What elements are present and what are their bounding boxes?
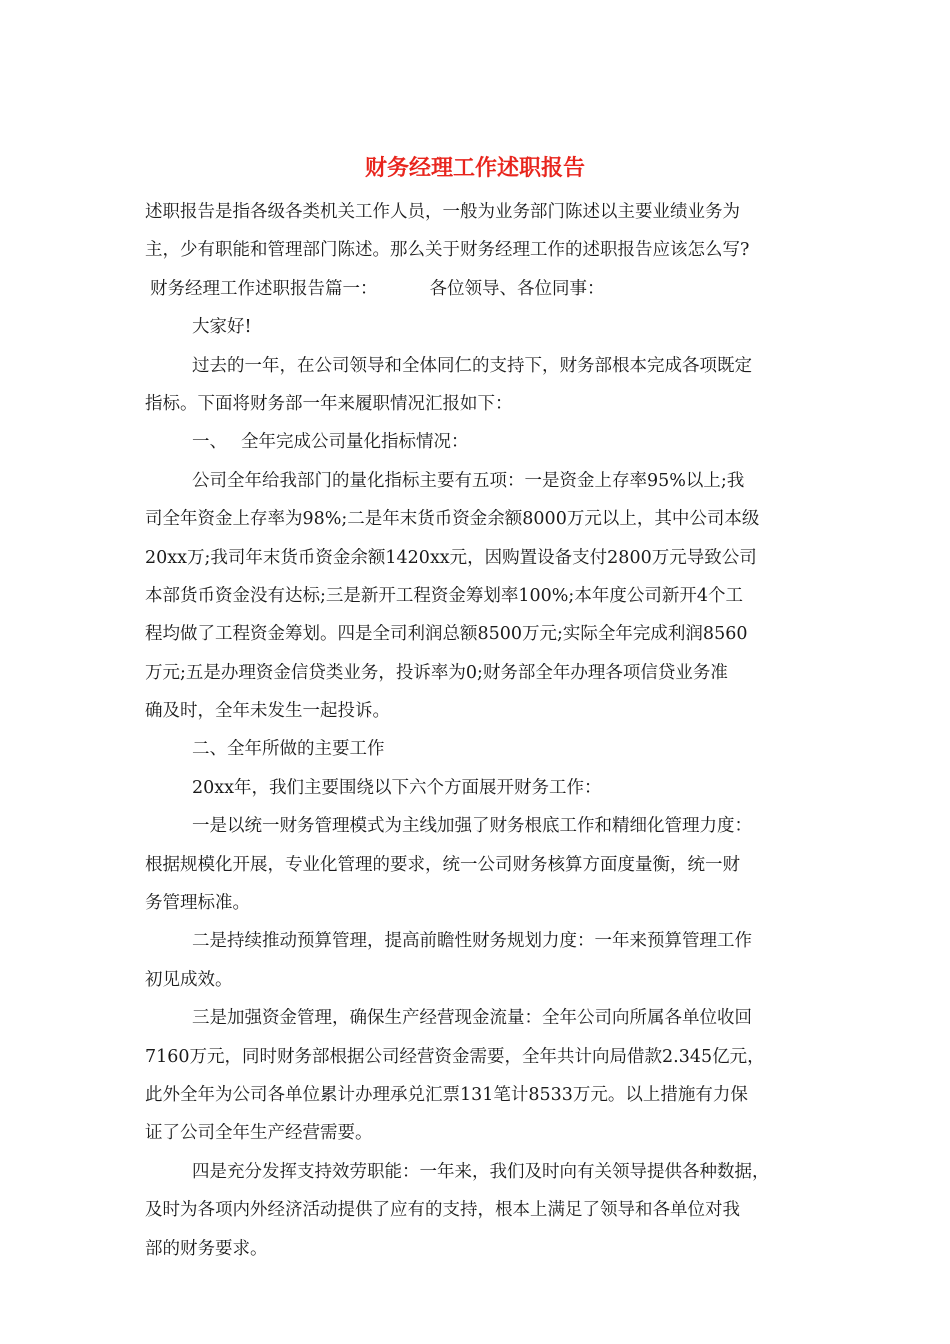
- paragraph-line: 三是加强资金管理，确保生产经营现金流量：全年公司向所属各单位收回: [192, 1008, 752, 1029]
- greeting: 大家好!: [192, 317, 252, 338]
- paragraph-line: 7160万元，同时财务部根据公司经营资金需要，全年共计向局借款2.345亿元，: [145, 1046, 765, 1067]
- paragraph-line: 证了公司全年生产经营需要。: [145, 1123, 373, 1144]
- section-heading: 财务经理工作述职报告篇一：: [150, 278, 378, 299]
- paragraph-line: 本部货币资金没有达标;三是新开工程资金筹划率100%;本年度公司新开4个工: [145, 585, 743, 606]
- document-title: 财务经理工作述职报告: [364, 155, 585, 181]
- paragraph-line: 万元;五是办理资金信贷类业务，投诉率为0;财务部全年办理各项信贷业务准: [145, 662, 728, 683]
- paragraph-line: 务管理标准。: [145, 893, 250, 914]
- paragraph-line: 主，少有职能和管理部门陈述。那么关于财务经理工作的述职报告应该怎么写?: [145, 240, 750, 261]
- paragraph-line: 过去的一年，在公司领导和全体同仁的支持下，财务部根本完成各项既定: [192, 355, 752, 376]
- paragraph-line: 四是充分发挥支持效劳职能：一年来，我们及时向有关领导提供各种数据，: [192, 1161, 770, 1182]
- paragraph-line: 及时为各项内外经济活动提供了应有的支持，根本上满足了领导和各单位对我: [145, 1200, 740, 1221]
- paragraph-line: 二是持续推动预算管理，提高前瞻性财务规划力度：一年来预算管理工作: [192, 931, 752, 952]
- section-heading-1: [145, 423, 815, 461]
- paragraph-line: 司全年资金上存率为98%;二是年末货币资金余额8000万元以上，其中公司本级: [145, 509, 760, 530]
- section-heading-2: 二、全年所做的主要工作: [192, 739, 385, 760]
- paragraph-line: 程均做了工程资金筹划。四是全司利润总额8500万元;实际全年完成利润8560: [145, 624, 748, 645]
- section-heading-line: [145, 270, 815, 308]
- paragraph-line: 公司全年给我部门的量化指标主要有五项：一是资金上存率95%以上;我: [192, 470, 745, 491]
- paragraph-line: 确及时，全年未发生一起投诉。: [145, 701, 390, 722]
- paragraph-line: 初见成效。: [145, 969, 233, 990]
- paragraph-line: 根据规模化开展，专业化管理的要求，统一公司财务核算方面度量衡，统一财: [145, 854, 740, 875]
- section-number: 一、: [192, 432, 227, 453]
- paragraph-line: 述职报告是指各级各类机关工作人员，一般为业务部门陈述以主要业绩业务为: [145, 202, 740, 222]
- paragraph-line: 20xx万;我司年末货币资金余额1420xx元，因购置设备支付2800万元导致公司: [145, 547, 757, 568]
- paragraph-line: 20xx年，我们主要围绕以下六个方面展开财务工作：: [192, 777, 602, 798]
- section-title: 全年完成公司量化指标情况：: [241, 432, 469, 453]
- paragraph-line: 部的财务要求。: [145, 1238, 268, 1259]
- paragraph-line: 指标。下面将财务部一年来履职情况汇报如下：: [145, 393, 513, 414]
- document-body: [145, 193, 815, 1268]
- paragraph-line: 一是以统一财务管理模式为主线加强了财务根底工作和精细化管理力度：: [192, 816, 752, 837]
- paragraph-line: 此外全年为公司各单位累计办理承兑汇票131笔计8533万元。以上措施有力保: [145, 1084, 748, 1105]
- salutation: 各位领导、各位同事：: [429, 278, 605, 299]
